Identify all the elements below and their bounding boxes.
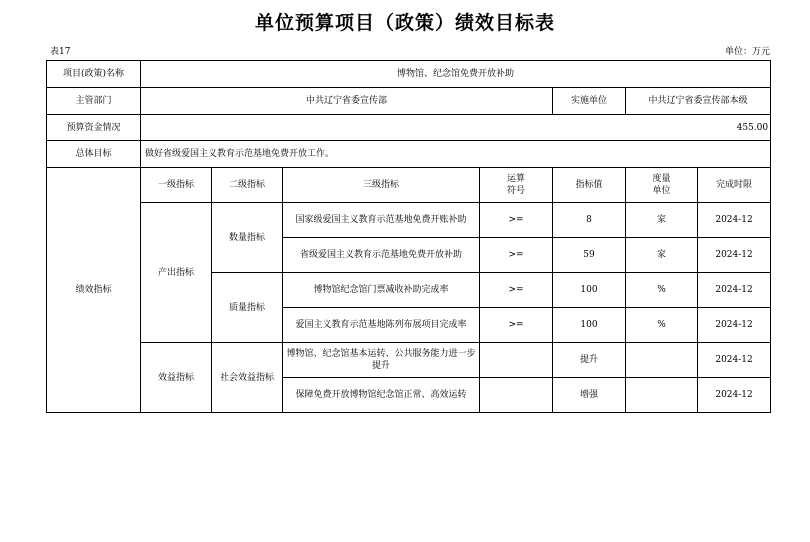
indicator-unit: 家: [626, 203, 698, 238]
indicator-unit: [626, 378, 698, 413]
indicator-op: [480, 378, 553, 413]
table-number: 表17: [50, 47, 71, 57]
dept-row: [47, 88, 771, 115]
indicator-unit: [626, 343, 698, 378]
indicator-value: 100: [553, 308, 626, 343]
indicator-op: >=: [480, 273, 553, 308]
indicator-time: 2024-12: [698, 378, 771, 413]
dept-label: 主管部门: [47, 88, 141, 115]
group-benefit: 效益指标: [141, 343, 212, 413]
budget-label: 预算资金情况: [47, 115, 141, 141]
header-unit: 度量 单位: [626, 168, 698, 203]
indicator-name: 国家级爱国主义教育示范基地免费开账补助: [283, 203, 480, 238]
indicator-unit: %: [626, 273, 698, 308]
group-output: 产出指标: [141, 203, 212, 343]
project-value: 博物馆、纪念馆免费开放补助: [141, 61, 771, 88]
goal-row: [47, 141, 771, 168]
indicator-time: 2024-12: [698, 273, 771, 308]
page-title: 单位预算项目（政策）绩效目标表: [254, 12, 555, 34]
indicator-value: 59: [553, 238, 626, 273]
indicator-value: 提升: [553, 343, 626, 378]
unit-label: 单位：万元: [724, 47, 770, 57]
performance-table: [46, 60, 771, 413]
indicator-name: 省级爱国主义教育示范基地免费开放补助: [283, 238, 480, 273]
header-operator: 运算 符号: [480, 168, 553, 203]
indicator-time: 2024-12: [698, 343, 771, 378]
group-social: 社会效益指标: [212, 343, 283, 413]
indicator-value: 100: [553, 273, 626, 308]
goal-label: 总体目标: [47, 141, 141, 168]
indicator-time: 2024-12: [698, 238, 771, 273]
impl-value: 中共辽宁省委宣传部本级: [626, 88, 771, 115]
project-label: 项目(政策)名称: [47, 61, 141, 88]
group-quality: 质量指标: [212, 273, 283, 343]
header-row: [47, 168, 771, 203]
impl-label: 实施单位: [553, 88, 626, 115]
indicator-unit: 家: [626, 238, 698, 273]
project-row: [47, 61, 771, 88]
header-level2: 二级指标: [212, 168, 283, 203]
indicator-name: 博物馆纪念馆门票减收补助完成率: [283, 273, 480, 308]
indicator-op: >=: [480, 308, 553, 343]
header-value: 指标值: [553, 168, 626, 203]
indicator-op: >=: [480, 203, 553, 238]
indicator-name: 爱国主义教育示范基地陈列布展项目完成率: [283, 308, 480, 343]
indicator-unit: %: [626, 308, 698, 343]
indicator-name: 保障免费开放博物馆纪念馆正常、高效运转: [283, 378, 480, 413]
table-row: [47, 203, 771, 238]
indicator-time: 2024-12: [698, 308, 771, 343]
indicator-value: 8: [553, 203, 626, 238]
dept-value: 中共辽宁省委宣传部: [141, 88, 553, 115]
indicator-value: 增强: [553, 378, 626, 413]
table-row: [47, 343, 771, 378]
goal-value: 做好省级爱国主义教育示范基地免费开放工作。: [141, 141, 771, 168]
perf-label: 绩效指标: [47, 168, 141, 413]
budget-row: [47, 115, 771, 141]
indicator-time: 2024-12: [698, 203, 771, 238]
header-level1: 一级指标: [141, 168, 212, 203]
indicator-name: 博物馆、纪念馆基本运转、公共服务能力进一步提升: [283, 343, 480, 378]
budget-value: 455.00: [141, 115, 771, 141]
group-quantity: 数量指标: [212, 203, 283, 273]
header-time: 完成时限: [698, 168, 771, 203]
indicator-op: [480, 343, 553, 378]
indicator-op: >=: [480, 238, 553, 273]
header-level3: 三级指标: [283, 168, 480, 203]
